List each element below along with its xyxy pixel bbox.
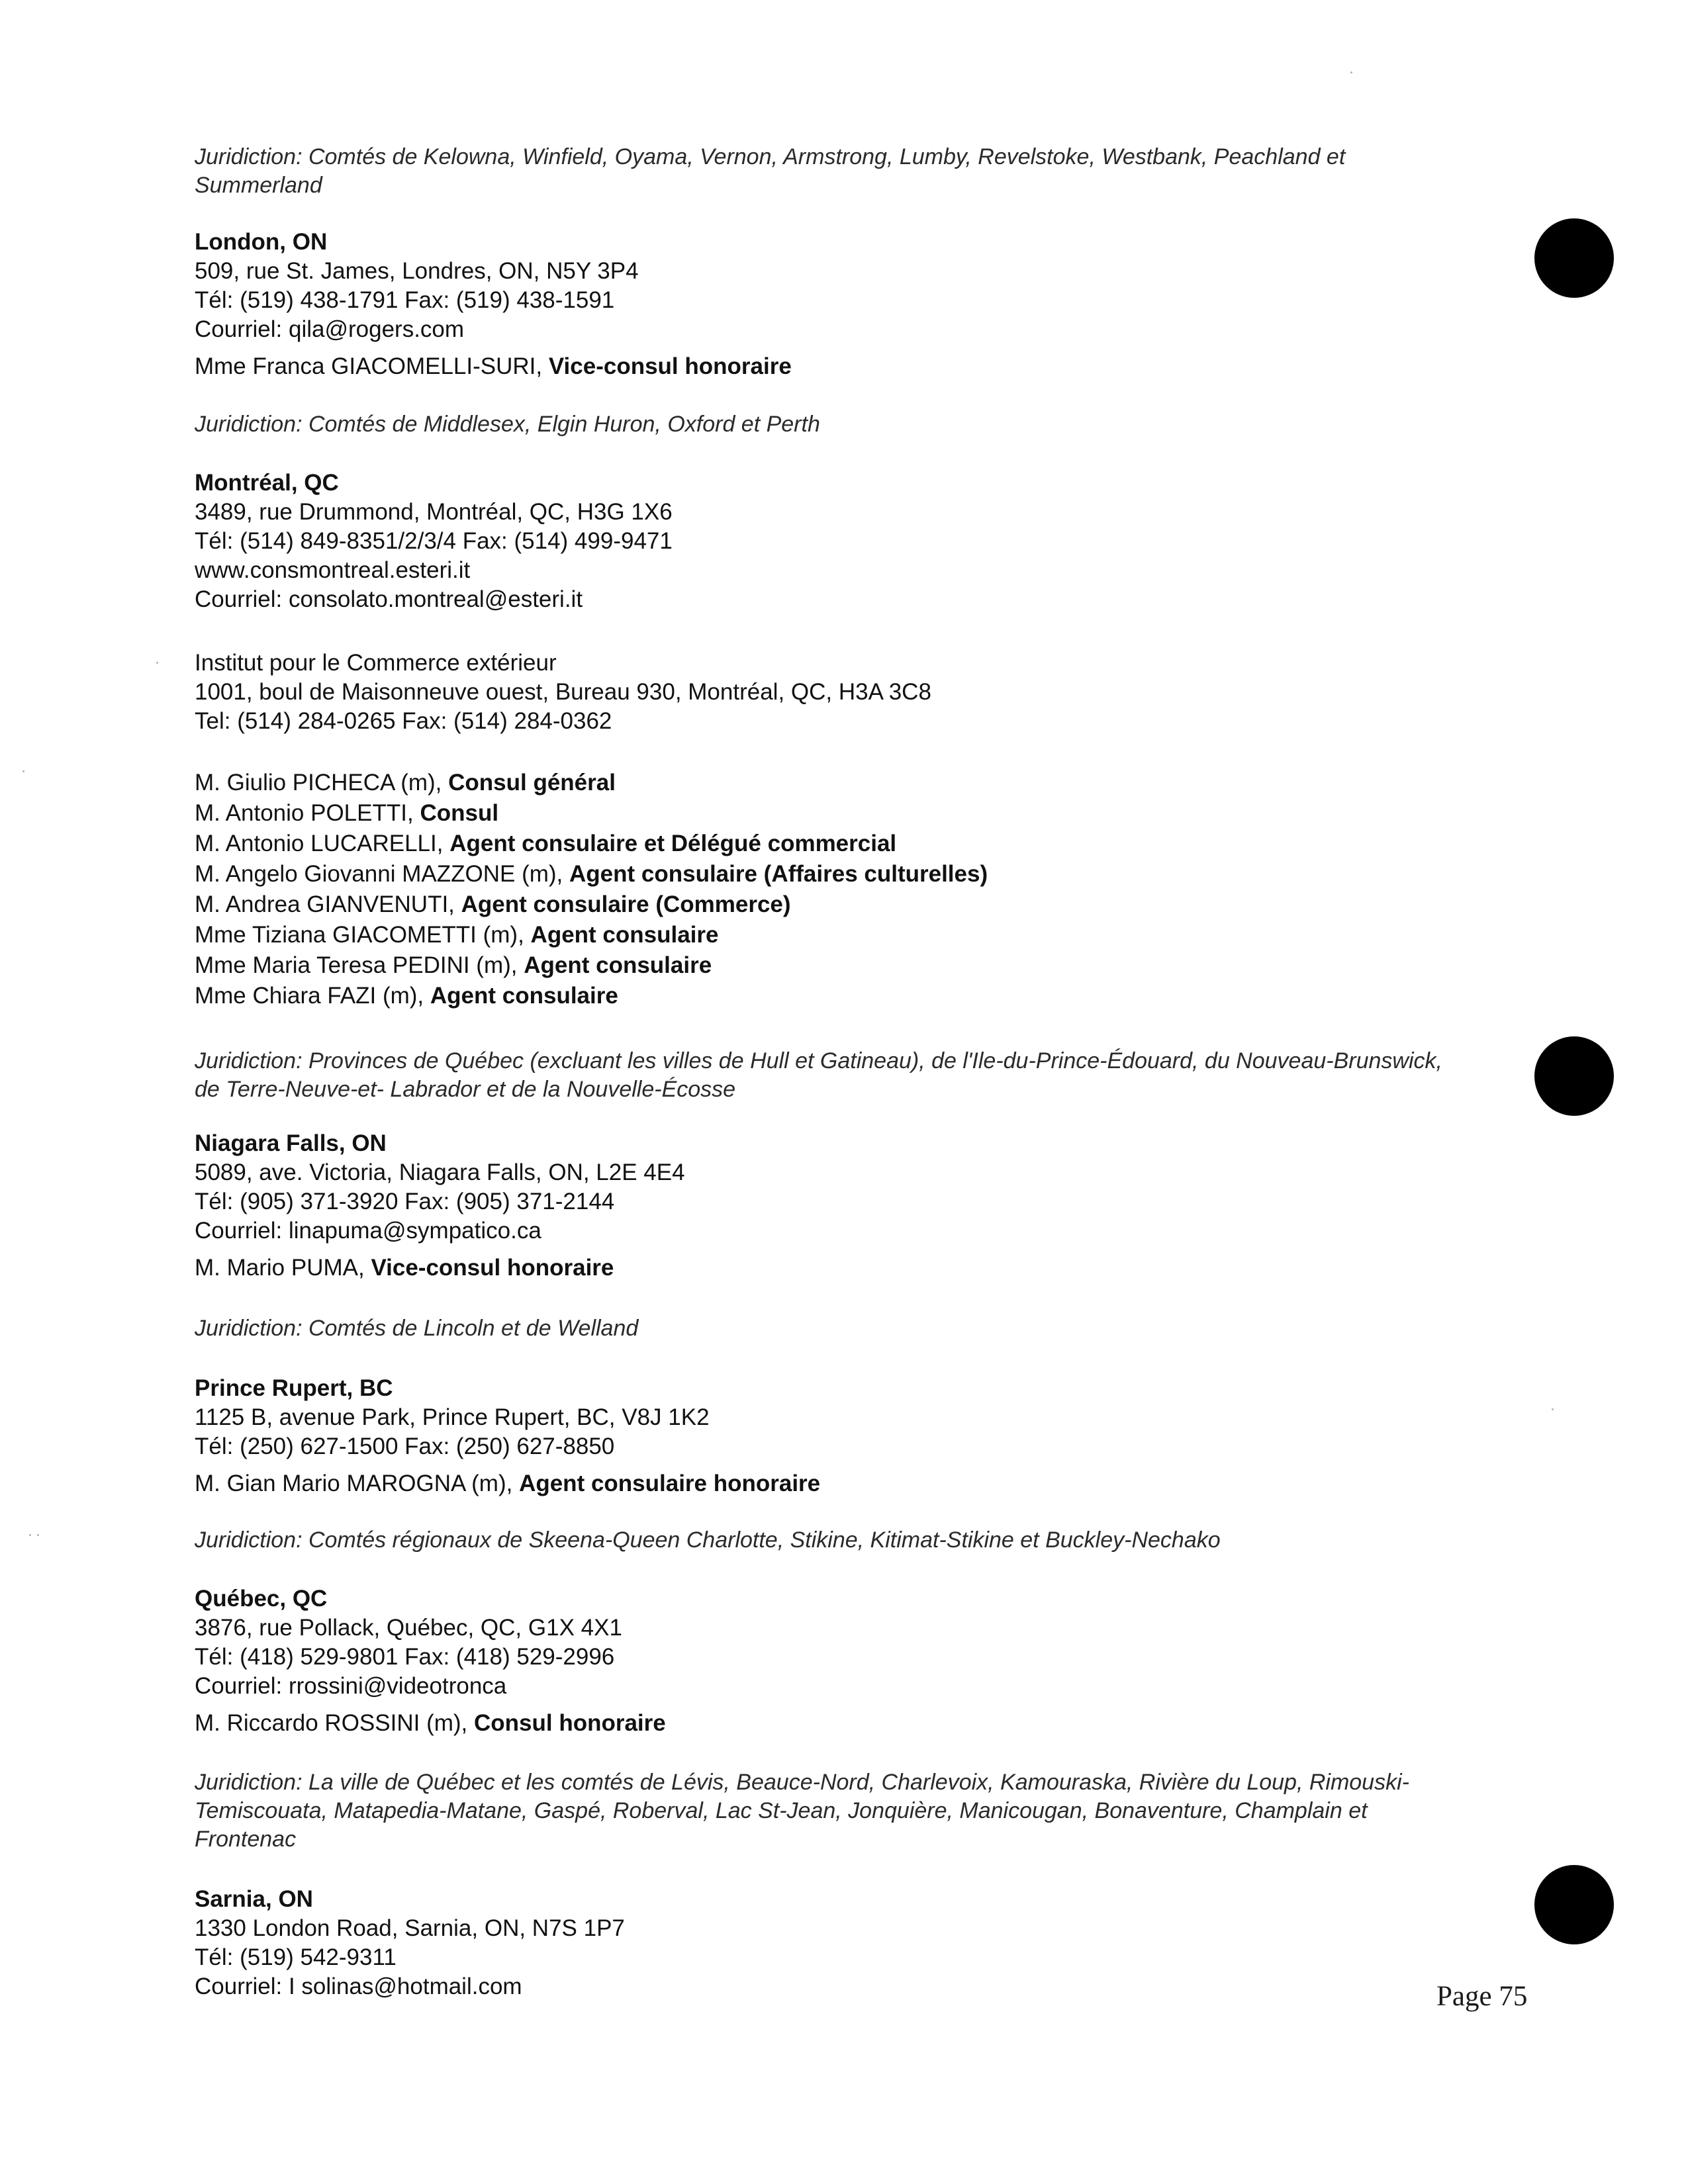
email-line: Courriel: consolato.montreal@esteri.it — [195, 586, 583, 612]
staff-name: Mme Tiziana GIACOMETTI (m), — [195, 922, 524, 948]
scan-speck — [156, 662, 158, 664]
staff-line — [195, 889, 1485, 920]
jurisdiction-text: Juridiction: Comtés régionaux de Skeena-Queen Charlotte, Stikine, Kitimat-Stikine et Buckley-Nechako — [195, 1527, 1221, 1553]
staff-title: Agent consulaire et Délégué commercial — [449, 831, 897, 856]
scan-speck — [1552, 1408, 1554, 1410]
staff-title: Consul général — [448, 770, 616, 796]
staff-title: Agent consulaire (Affaires culturelles) — [569, 861, 988, 887]
staff-title: Agent consulaire — [530, 922, 719, 948]
city-heading: Prince Rupert, BC — [195, 1375, 393, 1401]
phone-line: Tél: (519) 438-1791 Fax: (519) 438-1591 — [195, 287, 615, 313]
staff-title: Consul — [420, 800, 499, 826]
staff-list — [195, 768, 1485, 1011]
staff-name: Mme Maria Teresa PEDINI (m), — [195, 952, 518, 978]
staff-line — [195, 798, 1485, 829]
staff-line — [195, 768, 1485, 798]
jurisdiction-text: Juridiction: Provinces de Québec (excluant les villes de Hull et Gatineau), de l'Ile-du-Prince-Édouard, du Nouveau-Brunswick, de Terre-Neuve-et- Labrador et de la Nouvelle-Écosse — [195, 1048, 1442, 1102]
scan-speck — [37, 1534, 39, 1536]
jurisdiction-text: Juridiction: Comtés de Middlesex, Elgin Huron, Oxford et Perth — [195, 412, 820, 437]
staff-line — [195, 352, 1485, 381]
staff-line — [195, 1253, 1485, 1283]
staff-title: Agent consulaire — [430, 983, 618, 1009]
consulate-entry-niagara-falls — [195, 1129, 1485, 1283]
city-heading: Niagara Falls, ON — [195, 1130, 387, 1156]
staff-title: Consul honoraire — [474, 1710, 666, 1736]
address-line: 5089, ave. Victoria, Niagara Falls, ON, L2E 4E4 — [195, 1160, 685, 1185]
address-line: 3489, rue Drummond, Montréal, QC, H3G 1X6 — [195, 499, 673, 525]
staff-title: Vice-consul honoraire — [371, 1255, 614, 1281]
staff-name: M. Giulio PICHECA (m), — [195, 770, 442, 796]
phone-line: Tél: (519) 542-9311 — [195, 1944, 397, 1970]
page-number: Page 75 — [1436, 1981, 1528, 2012]
staff-line — [195, 1469, 1485, 1498]
scan-speck — [23, 770, 24, 772]
staff-name: M. Gian Mario MAROGNA (m), — [195, 1471, 513, 1496]
city-heading: London, ON — [195, 229, 328, 255]
jurisdiction-text: Juridiction: La ville de Québec et les comtés de Lévis, Beauce-Nord, Charlevoix, Kamouraska, Rivière du Loup, Rimouski-Temiscouata, Matapedia-Matane, Gaspé, Roberval, Lac St-Jean, Jonquière, Manicougan, Bonaventure, Champlain et Frontenac — [195, 1770, 1409, 1852]
jurisdiction-text: Juridiction: Comtés de Kelowna, Winfield, Oyama, Vernon, Armstrong, Lumby, Revelstoke, Westbank, Peachland et Summerland — [195, 144, 1346, 198]
email-line: Courriel: linapuma@sympatico.ca — [195, 1218, 541, 1244]
address-line: 509, rue St. James, Londres, ON, N5Y 3P4 — [195, 258, 639, 284]
email-line: Courriel: qila@rogers.com — [195, 316, 465, 342]
staff-name: M. Andrea GIANVENUTI, — [195, 891, 455, 917]
address-line: 3876, rue Pollack, Québec, QC, G1X 4X1 — [195, 1615, 622, 1641]
staff-name: Mme Franca GIACOMELLI-SURI, — [195, 353, 543, 379]
address-line: 1330 London Road, Sarnia, ON, N7S 1P7 — [195, 1915, 625, 1941]
phone-line: Tél: (514) 849-8351/2/3/4 Fax: (514) 499-9471 — [195, 528, 673, 554]
institute-name: Institut pour le Commerce extérieur — [195, 650, 557, 676]
staff-title: Agent consulaire (Commerce) — [461, 891, 791, 917]
staff-name: M. Mario PUMA, — [195, 1255, 365, 1281]
staff-title: Agent consulaire honoraire — [519, 1471, 821, 1496]
staff-line — [195, 1709, 1485, 1738]
staff-title: Vice-consul honoraire — [548, 353, 792, 379]
staff-name: M. Antonio LUCARELLI, — [195, 831, 444, 856]
institute-address: 1001, boul de Maisonneuve ouest, Bureau 930, Montréal, QC, H3A 3C8 — [195, 679, 931, 705]
consulate-entry-quebec — [195, 1584, 1485, 1738]
city-heading: Québec, QC — [195, 1586, 328, 1612]
institute-phone: Tel: (514) 284-0265 Fax: (514) 284-0362 — [195, 708, 612, 734]
phone-line: Tél: (250) 627-1500 Fax: (250) 627-8850 — [195, 1433, 615, 1459]
city-heading: Montréal, QC — [195, 470, 339, 496]
trade-institute-block — [195, 649, 1485, 736]
phone-line: Tél: (418) 529-9801 Fax: (418) 529-2996 — [195, 1644, 615, 1670]
staff-name: M. Angelo Giovanni MAZZONE (m), — [195, 861, 563, 887]
punch-hole — [1534, 1865, 1614, 1944]
consulate-entry-montreal — [195, 469, 1485, 614]
punch-hole — [1534, 218, 1614, 298]
email-line: Courriel: I solinas@hotmail.com — [195, 1974, 522, 1999]
staff-line — [195, 950, 1485, 981]
jurisdiction-text: Juridiction: Comtés de Lincoln et de Welland — [195, 1316, 639, 1341]
consulate-entry-london — [195, 228, 1485, 381]
scan-speck — [1350, 71, 1352, 73]
city-heading: Sarnia, ON — [195, 1886, 313, 1912]
address-line: 1125 B, avenue Park, Prince Rupert, BC, V8J 1K2 — [195, 1404, 710, 1430]
staff-line — [195, 829, 1485, 859]
punch-hole — [1534, 1036, 1614, 1116]
website-line: www.consmontreal.esteri.it — [195, 557, 471, 583]
staff-name: Mme Chiara FAZI (m), — [195, 983, 424, 1009]
staff-line — [195, 920, 1485, 950]
phone-line: Tél: (905) 371-3920 Fax: (905) 371-2144 — [195, 1189, 615, 1214]
staff-line — [195, 859, 1485, 889]
scan-speck — [29, 1534, 31, 1536]
email-line: Courriel: rrossini@videotronca — [195, 1673, 507, 1699]
consulate-entry-prince-rupert — [195, 1374, 1485, 1498]
staff-title: Agent consulaire — [524, 952, 712, 978]
consulate-entry-sarnia — [195, 1885, 1485, 2001]
staff-name: M. Riccardo ROSSINI (m), — [195, 1710, 468, 1736]
staff-line — [195, 981, 1485, 1011]
staff-name: M. Antonio POLETTI, — [195, 800, 414, 826]
